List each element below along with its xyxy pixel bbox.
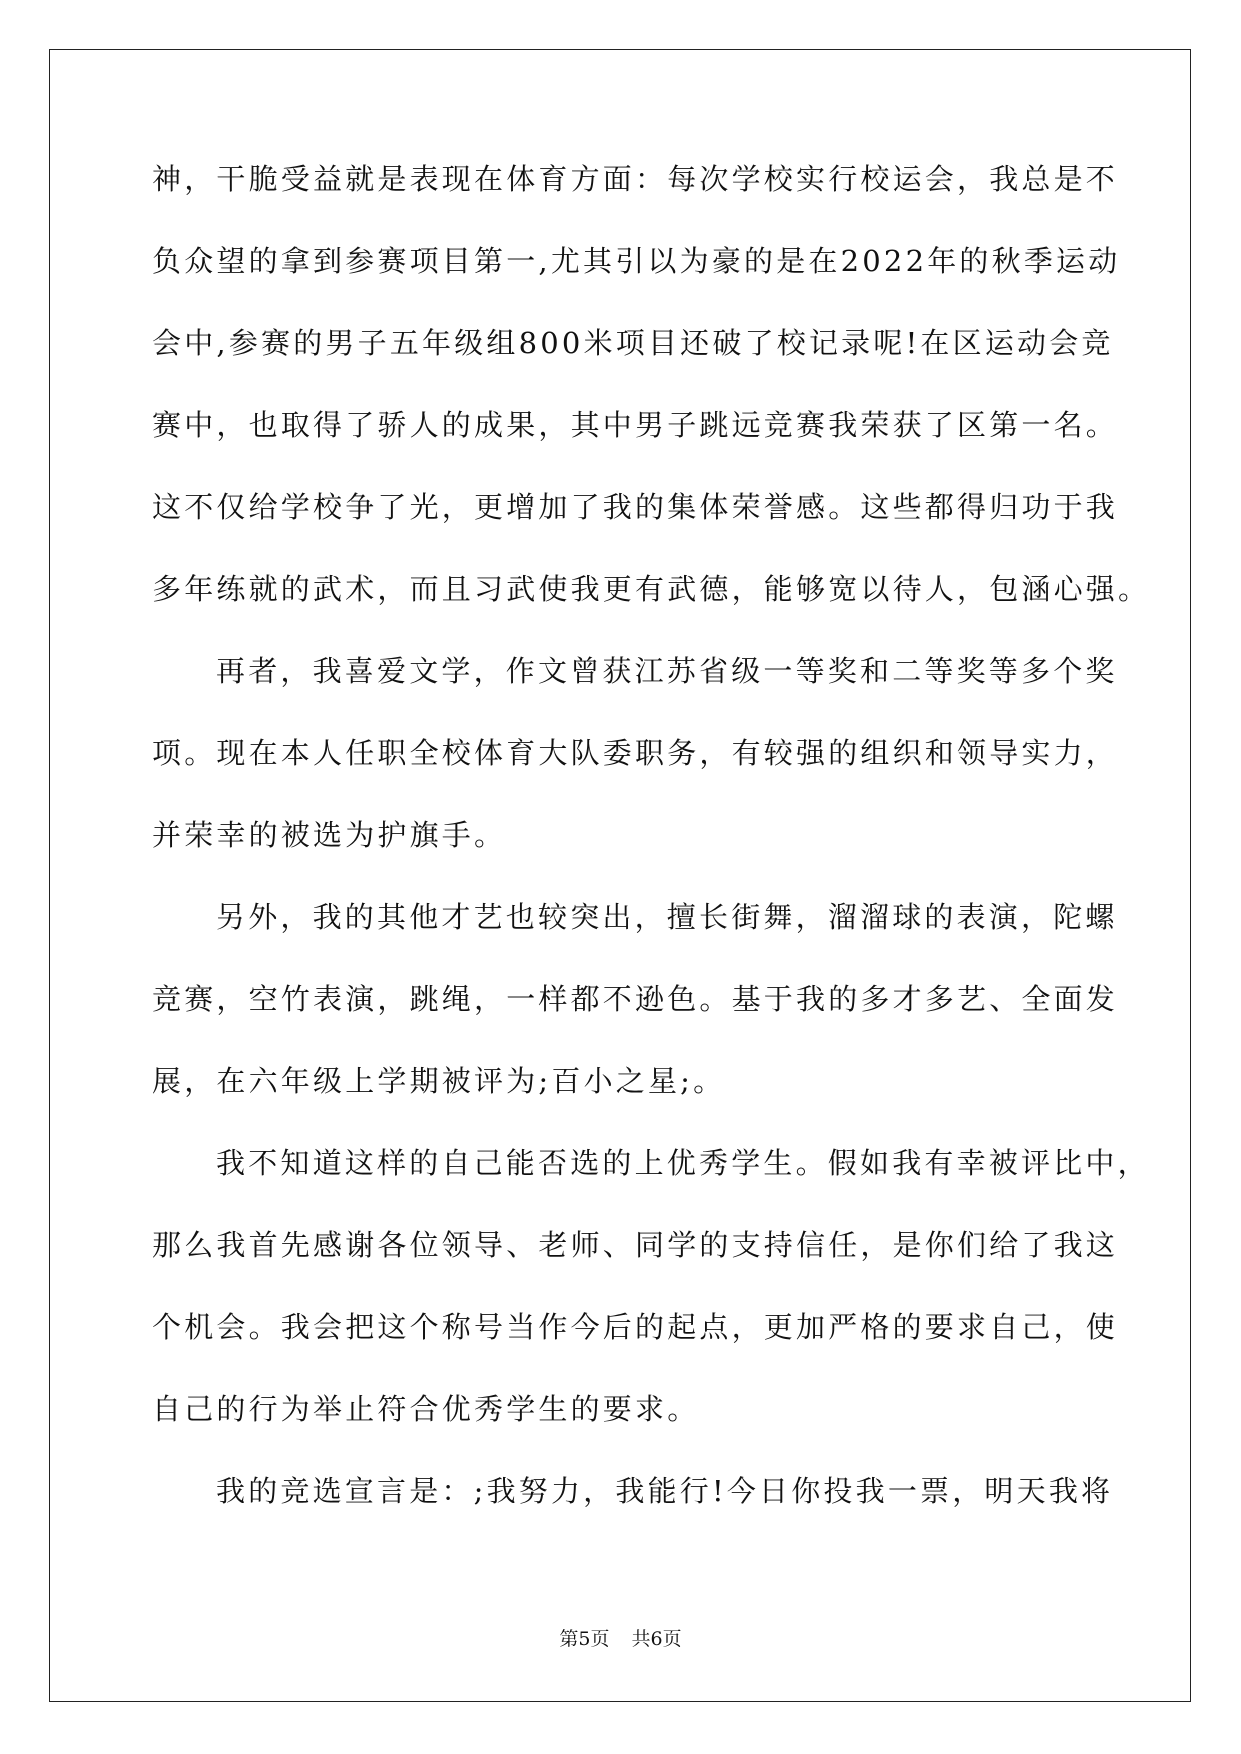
text-line: 这不仅给学校争了光，更增加了我的集体荣誉感。这些都得归功于我 (152, 490, 1119, 524)
text-line: 自己的行为举止符合优秀学生的要求。 (152, 1392, 700, 1426)
page-footer (0, 1624, 1241, 1651)
paragraph-start-line: 我不知道这样的自己能否选的上优秀学生。假如我有幸被评比中， (216, 1146, 1150, 1180)
page-number-total: 共6页 (631, 1628, 682, 1650)
text-line: 赛中，也取得了骄人的成果，其中男子跳远竞赛我荣获了区第一名。 (152, 408, 1119, 442)
document-body (152, 155, 1151, 1549)
text-line: 会中,参赛的男子五年级组800米项目还破了校记录呢!在区运动会竞 (152, 326, 1114, 360)
text-line: 竞赛，空竹表演，跳绳，一样都不逊色。基于我的多才多艺、全面发 (152, 982, 1119, 1016)
text-line: 展，在六年级上学期被评为;百小之星;。 (152, 1064, 726, 1098)
paragraph-start-line: 再者，我喜爱文学，作文曾获江苏省级一等奖和二等奖等多个奖 (216, 654, 1118, 688)
text-line: 神，干脆受益就是表现在体育方面：每次学校实行校运会，我总是不 (152, 162, 1119, 196)
text-line: 那么我首先感谢各位领导、老师、同学的支持信任，是你们给了我这 (152, 1228, 1119, 1262)
text-line: 项。现在本人任职全校体育大队委职务，有较强的组织和领导实力， (152, 736, 1119, 770)
text-line: 并荣幸的被选为护旗手。 (152, 818, 507, 852)
paragraph-start-line: 我的竞选宣言是：;我努力，我能行!今日你投我一票，明天我将 (216, 1474, 1114, 1508)
text-line: 个机会。我会把这个称号当作今后的起点，更加严格的要求自己，使 (152, 1310, 1119, 1344)
text-line: 多年练就的武术，而且习武使我更有武德，能够宽以待人，包涵心强。 (152, 572, 1151, 606)
page-number-current: 第5页 (559, 1628, 610, 1650)
text-line: 负众望的拿到参赛项目第一,尤其引以为豪的是在2022年的秋季运动 (152, 244, 1121, 278)
paragraph-start-line: 另外，我的其他才艺也较突出，擅长街舞，溜溜球的表演，陀螺 (216, 900, 1118, 934)
